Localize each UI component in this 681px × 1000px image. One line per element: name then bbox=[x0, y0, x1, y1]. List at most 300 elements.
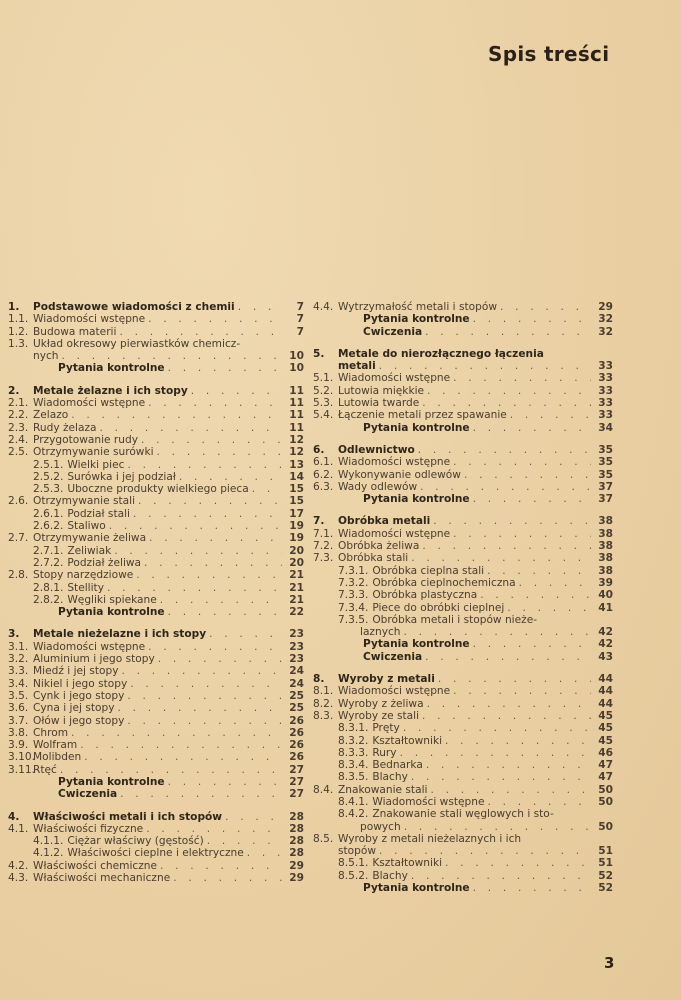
toc-entry-title-wrap bbox=[33, 422, 282, 434]
toc-entry[interactable] bbox=[313, 602, 613, 614]
toc-entry-title-wrap bbox=[33, 338, 282, 350]
toc-entry-page: 51 bbox=[598, 845, 613, 858]
toc-entry-page: 33 bbox=[598, 397, 613, 410]
toc-entry-title-wrap bbox=[338, 469, 591, 481]
toc-entry[interactable] bbox=[8, 459, 304, 471]
toc-entry-page: 11 bbox=[289, 397, 304, 410]
toc-entry[interactable] bbox=[313, 481, 613, 493]
toc-entry-title-wrap bbox=[313, 722, 591, 734]
toc-entry[interactable] bbox=[313, 747, 613, 759]
toc-entry[interactable] bbox=[313, 515, 613, 527]
toc-entry-title: Właściwości fizyczne bbox=[33, 822, 144, 835]
toc-entry-title: Metale nieżelazne i ich stopy bbox=[33, 628, 207, 641]
toc-entry-title: Cyna i jej stopy bbox=[33, 702, 115, 715]
toc-entry-page: 21 bbox=[289, 569, 304, 582]
toc-entry[interactable] bbox=[8, 508, 304, 520]
toc-entry-title: Podstawowe wiadomości z chemii bbox=[33, 301, 235, 313]
toc-entry[interactable] bbox=[8, 606, 304, 618]
toc-entry[interactable] bbox=[8, 520, 304, 532]
toc-entry-page: 26 bbox=[289, 714, 304, 727]
toc-entry-title: Metale żelazne i ich stopy bbox=[33, 384, 188, 397]
toc-entry-number: 8.1. bbox=[313, 685, 334, 698]
toc-subentry-number: 8.3.1. bbox=[338, 722, 369, 735]
toc-entry-page: 32 bbox=[598, 313, 613, 326]
toc-entry-title: Kształtowniki bbox=[372, 857, 443, 870]
toc-entry-title-wrap bbox=[33, 776, 282, 788]
toc-entry-continuation[interactable] bbox=[313, 821, 613, 833]
toc-entry-page: 20 bbox=[289, 544, 304, 557]
toc-entry[interactable] bbox=[313, 469, 613, 481]
toc-entry-page: 17 bbox=[289, 507, 304, 520]
toc-entry-number: 6.2. bbox=[313, 468, 334, 481]
toc-entry[interactable] bbox=[8, 847, 304, 859]
toc-entry-number: 7.1. bbox=[313, 527, 334, 540]
toc-entry-title: Budowa materii bbox=[33, 325, 117, 338]
toc-entry-page: 40 bbox=[598, 589, 613, 602]
toc-entry-title-wrap bbox=[33, 751, 282, 763]
toc-entry-title-wrap bbox=[313, 771, 591, 783]
toc-entry-page: 46 bbox=[598, 746, 613, 759]
toc-entry-title: Ciężar właściwy (gęstość) bbox=[67, 835, 204, 848]
toc-entry-title: Kształtowniki bbox=[372, 734, 443, 747]
toc-entry[interactable] bbox=[313, 638, 613, 650]
toc-entry-page: 45 bbox=[598, 722, 613, 735]
toc-entry[interactable] bbox=[8, 788, 304, 800]
toc-subentry-number: 7.3.4. bbox=[338, 601, 369, 614]
toc-entry-page: 28 bbox=[289, 835, 304, 848]
toc-entry-title: Wiadomości wstępne bbox=[33, 640, 146, 653]
toc-entry-title-wrap bbox=[8, 483, 282, 495]
toc-entry-title: Obróbka metali i stopów nieże- bbox=[372, 613, 538, 626]
toc-entry-number: 2.4. bbox=[8, 433, 29, 446]
toc-entry-title-continuation: laznych bbox=[360, 626, 401, 639]
toc-entry-page: 42 bbox=[598, 626, 613, 639]
toc-entry[interactable] bbox=[8, 727, 304, 739]
toc-entry-page: 34 bbox=[598, 421, 613, 434]
toc-entry-page: 50 bbox=[598, 820, 613, 833]
toc-subentry-number: 8.5.1. bbox=[338, 857, 369, 870]
toc-entry[interactable] bbox=[8, 582, 304, 594]
toc-entry[interactable] bbox=[8, 860, 304, 872]
toc-entry[interactable] bbox=[8, 301, 304, 313]
toc-entry-title: Obróbka metali bbox=[338, 515, 431, 528]
toc-entry[interactable] bbox=[313, 808, 613, 820]
toc-entry-page: 15 bbox=[289, 495, 304, 508]
toc-entry-number: 7. bbox=[313, 515, 325, 528]
toc-entry[interactable] bbox=[313, 771, 613, 783]
toc-entry[interactable] bbox=[8, 751, 304, 763]
toc-entry-title: Wiadomości wstępne bbox=[33, 397, 146, 410]
toc-entry-title: Pytania kontrolne bbox=[58, 606, 165, 619]
toc-entry-title-wrap bbox=[33, 569, 282, 581]
toc-entry-page: 11 bbox=[289, 421, 304, 434]
toc-entry-title-continuation: metali bbox=[338, 360, 376, 373]
toc-entry[interactable] bbox=[313, 397, 613, 409]
toc-chapter-group bbox=[313, 301, 613, 338]
toc-entry-title-wrap bbox=[338, 301, 591, 313]
toc-entry-title: Cynk i jego stopy bbox=[33, 689, 125, 702]
toc-entry-number: 2. bbox=[8, 384, 20, 397]
toc-entry[interactable] bbox=[8, 362, 304, 374]
toc-entry-title-wrap bbox=[338, 385, 591, 397]
toc-entry[interactable] bbox=[313, 301, 613, 313]
toc-entry[interactable] bbox=[313, 833, 613, 845]
toc-entry[interactable] bbox=[8, 594, 304, 606]
toc-entry-title: Właściwości chemiczne bbox=[33, 859, 158, 872]
toc-entry[interactable] bbox=[8, 678, 304, 690]
toc-entry[interactable] bbox=[8, 495, 304, 507]
toc-entry-title-wrap bbox=[338, 456, 591, 468]
toc-entry-title: Wiadomości wstępne bbox=[338, 456, 451, 469]
toc-entry[interactable] bbox=[8, 313, 304, 325]
toc-entry[interactable] bbox=[8, 665, 304, 677]
page-number: 3 bbox=[604, 954, 615, 972]
toc-entry[interactable] bbox=[8, 557, 304, 569]
toc-entry-number: 8.2. bbox=[313, 697, 334, 710]
toc-entry-title-wrap bbox=[313, 857, 591, 869]
toc-entry-page: 38 bbox=[598, 515, 613, 528]
toc-entry-page: 13 bbox=[289, 458, 304, 471]
toc-entry-title-wrap bbox=[313, 870, 591, 882]
toc-entry-number: 5.2. bbox=[313, 384, 334, 397]
toc-entry-title: Surówka i jej podział bbox=[67, 470, 176, 483]
toc-entry-title-wrap bbox=[8, 459, 282, 471]
toc-entry-title-wrap bbox=[33, 606, 282, 618]
toc-entry-title: Pytania kontrolne bbox=[363, 638, 470, 651]
toc-entry[interactable] bbox=[313, 698, 613, 710]
toc-entry-page: 33 bbox=[598, 360, 613, 373]
toc-entry[interactable] bbox=[8, 811, 304, 823]
toc-entry-title: Uboczne produkty wielkiego pieca bbox=[67, 483, 249, 496]
toc-entry[interactable] bbox=[8, 471, 304, 483]
toc-entry-title: Pytania kontrolne bbox=[363, 313, 470, 326]
toc-entry-page: 12 bbox=[289, 446, 304, 459]
toc-entry-number: 3.7. bbox=[8, 714, 29, 727]
toc-entry-number: 3.8. bbox=[8, 726, 29, 739]
toc-entry[interactable] bbox=[313, 796, 613, 808]
toc-entry-title: Otrzymywanie surówki bbox=[33, 446, 154, 459]
toc-entry-title: Podział stali bbox=[67, 507, 130, 520]
toc-entry-number: 4.4. bbox=[313, 301, 334, 313]
toc-entry[interactable] bbox=[8, 397, 304, 409]
toc-entry-page: 11 bbox=[289, 409, 304, 422]
toc-entry-page: 26 bbox=[289, 739, 304, 752]
toc-entry[interactable] bbox=[313, 651, 613, 663]
toc-entry[interactable] bbox=[8, 326, 304, 338]
toc-entry[interactable] bbox=[8, 702, 304, 714]
toc-entry-continuation[interactable] bbox=[313, 360, 613, 372]
toc-subentry-number: 2.5.1. bbox=[33, 458, 64, 471]
toc-entry-title-wrap bbox=[313, 360, 591, 372]
toc-entry-title: Molibden bbox=[33, 751, 82, 764]
toc-entry-page: 45 bbox=[598, 734, 613, 747]
toc-entry-title-wrap bbox=[8, 835, 282, 847]
toc-entry-page: 23 bbox=[289, 628, 304, 641]
toc-entry[interactable] bbox=[313, 552, 613, 564]
toc-subentry-number: 8.3.2. bbox=[338, 734, 369, 747]
toc-entry-number: 2.2. bbox=[8, 409, 29, 422]
toc-entry-title-wrap bbox=[8, 471, 282, 483]
toc-entry[interactable] bbox=[8, 434, 304, 446]
toc-entry-number: 5.3. bbox=[313, 397, 334, 410]
toc-entry[interactable] bbox=[313, 857, 613, 869]
toc-entry-title: Wytrzymałość metali i stopów bbox=[338, 301, 497, 313]
toc-entry-title-wrap bbox=[33, 727, 282, 739]
toc-entry[interactable] bbox=[8, 532, 304, 544]
toc-subentry-number: 2.7.2. bbox=[33, 556, 64, 569]
toc-entry-number: 7.3. bbox=[313, 552, 334, 565]
toc-entry-title-wrap bbox=[33, 653, 282, 665]
toc-entry[interactable] bbox=[313, 348, 613, 360]
toc-entry[interactable] bbox=[313, 735, 613, 747]
toc-entry-title-wrap bbox=[338, 685, 591, 697]
toc-entry[interactable] bbox=[8, 872, 304, 884]
toc-entry-title-wrap bbox=[33, 860, 282, 872]
toc-entry-title: Staliwo bbox=[67, 520, 106, 533]
toc-entry-title-wrap bbox=[8, 545, 282, 557]
toc-entry-page: 35 bbox=[598, 468, 613, 481]
toc-entry-number: 3.1. bbox=[8, 640, 29, 653]
toc-entry-title: Ćwiczenia bbox=[58, 788, 118, 801]
toc-entry[interactable] bbox=[313, 326, 613, 338]
toc-entry-title: Lutowia twarde bbox=[338, 397, 420, 410]
toc-entry-title: Stopy narzędziowe bbox=[33, 569, 134, 582]
toc-entry-title: Podział żeliwa bbox=[67, 556, 142, 569]
toc-entry-title: Wady odlewów bbox=[338, 480, 418, 493]
toc-entry-title-wrap bbox=[338, 409, 591, 421]
toc-entry-title-wrap bbox=[338, 493, 591, 505]
toc-entry-title: Pytania kontrolne bbox=[58, 362, 165, 375]
toc-entry[interactable] bbox=[8, 569, 304, 581]
toc-entry[interactable] bbox=[8, 338, 304, 350]
toc-entry-title-wrap bbox=[33, 764, 282, 776]
toc-entry[interactable] bbox=[313, 372, 613, 384]
toc-entry-number: 5.4. bbox=[313, 409, 334, 422]
toc-entry-title: Pytania kontrolne bbox=[363, 882, 470, 895]
toc-entry-page: 25 bbox=[289, 689, 304, 702]
toc-entry-title: Wiadomości wstępne bbox=[338, 527, 451, 540]
toc-entry[interactable] bbox=[8, 715, 304, 727]
toc-entry-title-wrap bbox=[33, 628, 282, 640]
toc-entry-page: 22 bbox=[289, 606, 304, 619]
toc-entry[interactable] bbox=[8, 653, 304, 665]
toc-entry-number: 2.6. bbox=[8, 495, 29, 508]
toc-entry[interactable] bbox=[8, 446, 304, 458]
toc-entry-title: Właściwości mechaniczne bbox=[33, 872, 171, 885]
toc-entry[interactable] bbox=[313, 784, 613, 796]
toc-entry[interactable] bbox=[313, 456, 613, 468]
toc-entry-continuation[interactable] bbox=[8, 350, 304, 362]
toc-entry-page: 24 bbox=[289, 677, 304, 690]
toc-entry-page: 10 bbox=[289, 350, 304, 363]
toc-entry-title: Obróbka cieplna stali bbox=[372, 564, 485, 577]
toc-entry-page: 15 bbox=[289, 483, 304, 496]
toc-entry[interactable] bbox=[313, 444, 613, 456]
toc-entry-title-wrap bbox=[33, 702, 282, 714]
toc-entry-title: Piece do obróbki cieplnej bbox=[372, 601, 505, 614]
toc-entry-page: 7 bbox=[296, 325, 304, 338]
toc-entry-title: Aluminium i jego stopy bbox=[33, 653, 155, 666]
toc-entry[interactable] bbox=[8, 641, 304, 653]
toc-entry[interactable] bbox=[313, 493, 613, 505]
toc-entry[interactable] bbox=[313, 882, 613, 894]
toc-entry[interactable] bbox=[313, 673, 613, 685]
toc-entry-page: 38 bbox=[598, 552, 613, 565]
toc-entry[interactable] bbox=[8, 776, 304, 788]
toc-entry-title-wrap bbox=[33, 532, 282, 544]
toc-entry-number: 5. bbox=[313, 347, 325, 360]
toc-entry-number: 8.4. bbox=[313, 783, 334, 796]
toc-entry-page: 7 bbox=[296, 301, 304, 313]
toc-entry-title: Blachy bbox=[372, 869, 408, 882]
toc-entry-page: 7 bbox=[296, 313, 304, 326]
toc-entry-title-wrap bbox=[313, 565, 591, 577]
toc-entry[interactable] bbox=[8, 823, 304, 835]
toc-entry-page: 28 bbox=[289, 810, 304, 823]
toc-entry-number: 3.4. bbox=[8, 677, 29, 690]
toc-chapter-group bbox=[8, 628, 304, 800]
toc-entry-number: 1. bbox=[8, 301, 20, 313]
toc-entry[interactable] bbox=[8, 690, 304, 702]
toc-entry[interactable] bbox=[8, 628, 304, 640]
toc-entry-title-wrap bbox=[33, 301, 282, 313]
toc-subentry-number: 2.8.2. bbox=[33, 593, 64, 606]
toc-entry-title-wrap bbox=[338, 651, 591, 663]
toc-entry-title: Blachy bbox=[372, 771, 408, 784]
toc-entry[interactable] bbox=[313, 565, 613, 577]
toc-entry[interactable] bbox=[8, 409, 304, 421]
toc-entry[interactable] bbox=[8, 483, 304, 495]
toc-entry-page: 38 bbox=[598, 527, 613, 540]
toc-entry-title: Obróbka żeliwa bbox=[338, 540, 420, 553]
toc-entry[interactable] bbox=[313, 409, 613, 421]
toc-subentry-number: 8.3.4. bbox=[338, 759, 369, 772]
toc-entry-number: 8.3. bbox=[313, 709, 334, 722]
toc-entry-page: 26 bbox=[289, 726, 304, 739]
toc-entry-page: 41 bbox=[598, 601, 613, 614]
toc-entry[interactable] bbox=[8, 422, 304, 434]
toc-entry[interactable] bbox=[8, 764, 304, 776]
toc-entry-title-wrap bbox=[33, 665, 282, 677]
toc-entry-title: Stellity bbox=[67, 581, 104, 594]
toc-entry[interactable] bbox=[313, 722, 613, 734]
toc-entry-title: Ćwiczenia bbox=[363, 650, 423, 663]
toc-entry[interactable] bbox=[313, 685, 613, 697]
toc-entry[interactable] bbox=[313, 313, 613, 325]
toc-entry[interactable] bbox=[313, 614, 613, 626]
toc-chapter-group bbox=[8, 385, 304, 619]
toc-entry-page: 33 bbox=[598, 384, 613, 397]
toc-right-column bbox=[313, 301, 613, 904]
toc-entry-page: 35 bbox=[598, 456, 613, 469]
toc-entry-title-wrap bbox=[338, 515, 591, 527]
toc-entry-page: 12 bbox=[289, 433, 304, 446]
toc-entry-number: 2.5. bbox=[8, 446, 29, 459]
toc-entry[interactable] bbox=[313, 759, 613, 771]
toc-entry-page: 33 bbox=[598, 409, 613, 422]
toc-entry-title: Nikiel i jego stopy bbox=[33, 677, 128, 690]
toc-entry-title: Ćwiczenia bbox=[363, 325, 423, 338]
toc-entry-title: Rury bbox=[372, 746, 397, 759]
toc-entry-title-wrap bbox=[33, 313, 282, 325]
toc-entry[interactable] bbox=[8, 545, 304, 557]
toc-entry[interactable] bbox=[313, 577, 613, 589]
toc-entry-page: 29 bbox=[598, 301, 613, 313]
toc-entry-page: 47 bbox=[598, 771, 613, 784]
toc-entry[interactable] bbox=[313, 589, 613, 601]
toc-entry-page: 28 bbox=[289, 847, 304, 860]
toc-entry[interactable] bbox=[8, 385, 304, 397]
toc-entry-page: 37 bbox=[598, 480, 613, 493]
toc-entry[interactable] bbox=[313, 710, 613, 722]
toc-entry-title-wrap bbox=[33, 495, 282, 507]
toc-entry-title-wrap bbox=[338, 540, 591, 552]
toc-entry-title-wrap bbox=[33, 326, 282, 338]
toc-entry[interactable] bbox=[313, 528, 613, 540]
toc-entry-page: 52 bbox=[598, 882, 613, 895]
toc-entry-title-wrap bbox=[313, 845, 591, 857]
toc-entry-continuation[interactable] bbox=[313, 626, 613, 638]
toc-entry-title-wrap bbox=[338, 422, 591, 434]
toc-entry-number: 3.9. bbox=[8, 739, 29, 752]
toc-entry-page: 27 bbox=[289, 775, 304, 788]
toc-entry-title-wrap bbox=[8, 582, 282, 594]
toc-entry-title-wrap bbox=[33, 715, 282, 727]
toc-entry-title-wrap bbox=[338, 882, 591, 894]
toc-entry-number: 4.3. bbox=[8, 872, 29, 885]
toc-entry-title-wrap bbox=[313, 759, 591, 771]
toc-entry-title-wrap bbox=[313, 602, 591, 614]
toc-entry-title-wrap bbox=[338, 528, 591, 540]
toc-entry[interactable] bbox=[8, 835, 304, 847]
toc-entry[interactable] bbox=[313, 870, 613, 882]
toc-entry-page: 38 bbox=[598, 564, 613, 577]
toc-entry-page: 42 bbox=[598, 638, 613, 651]
toc-entry-continuation[interactable] bbox=[313, 845, 613, 857]
toc-subentry-number: 2.5.2. bbox=[33, 470, 64, 483]
toc-entry-number: 1.3. bbox=[8, 337, 29, 350]
toc-entry-number: 4. bbox=[8, 810, 20, 823]
toc-entry-title: Wyroby z żeliwa bbox=[338, 697, 424, 710]
toc-entry-page: 20 bbox=[289, 556, 304, 569]
toc-entry-number: 4.1. bbox=[8, 822, 29, 835]
toc-entry-title-wrap bbox=[338, 698, 591, 710]
toc-subentry-number: 8.3.3. bbox=[338, 746, 369, 759]
toc-entry-number: 3.3. bbox=[8, 665, 29, 678]
toc-entry-page: 29 bbox=[289, 872, 304, 885]
toc-entry-page: 45 bbox=[598, 709, 613, 722]
toc-entry-title-wrap bbox=[313, 735, 591, 747]
toc-entry[interactable] bbox=[313, 422, 613, 434]
toc-entry-title: Właściwości metali i ich stopów bbox=[33, 810, 223, 823]
toc-entry-title: Obróbka stali bbox=[338, 552, 409, 565]
toc-entry-title: Wiadomości wstępne bbox=[372, 795, 485, 808]
toc-entry-number: 2.3. bbox=[8, 421, 29, 434]
toc-entry-title-wrap bbox=[8, 508, 282, 520]
toc-left-column bbox=[8, 301, 304, 894]
toc-entry[interactable] bbox=[8, 739, 304, 751]
toc-entry[interactable] bbox=[313, 385, 613, 397]
toc-entry-title: Żelazo bbox=[33, 409, 69, 422]
toc-entry-number: 5.1. bbox=[313, 372, 334, 385]
toc-entry-page: 11 bbox=[289, 384, 304, 397]
toc-entry-title-wrap bbox=[8, 520, 282, 532]
toc-entry-title-wrap bbox=[313, 747, 591, 759]
toc-entry[interactable] bbox=[313, 540, 613, 552]
toc-entry-page: 19 bbox=[289, 532, 304, 545]
toc-chapter-group bbox=[313, 515, 613, 663]
toc-entry-page: 43 bbox=[598, 650, 613, 663]
